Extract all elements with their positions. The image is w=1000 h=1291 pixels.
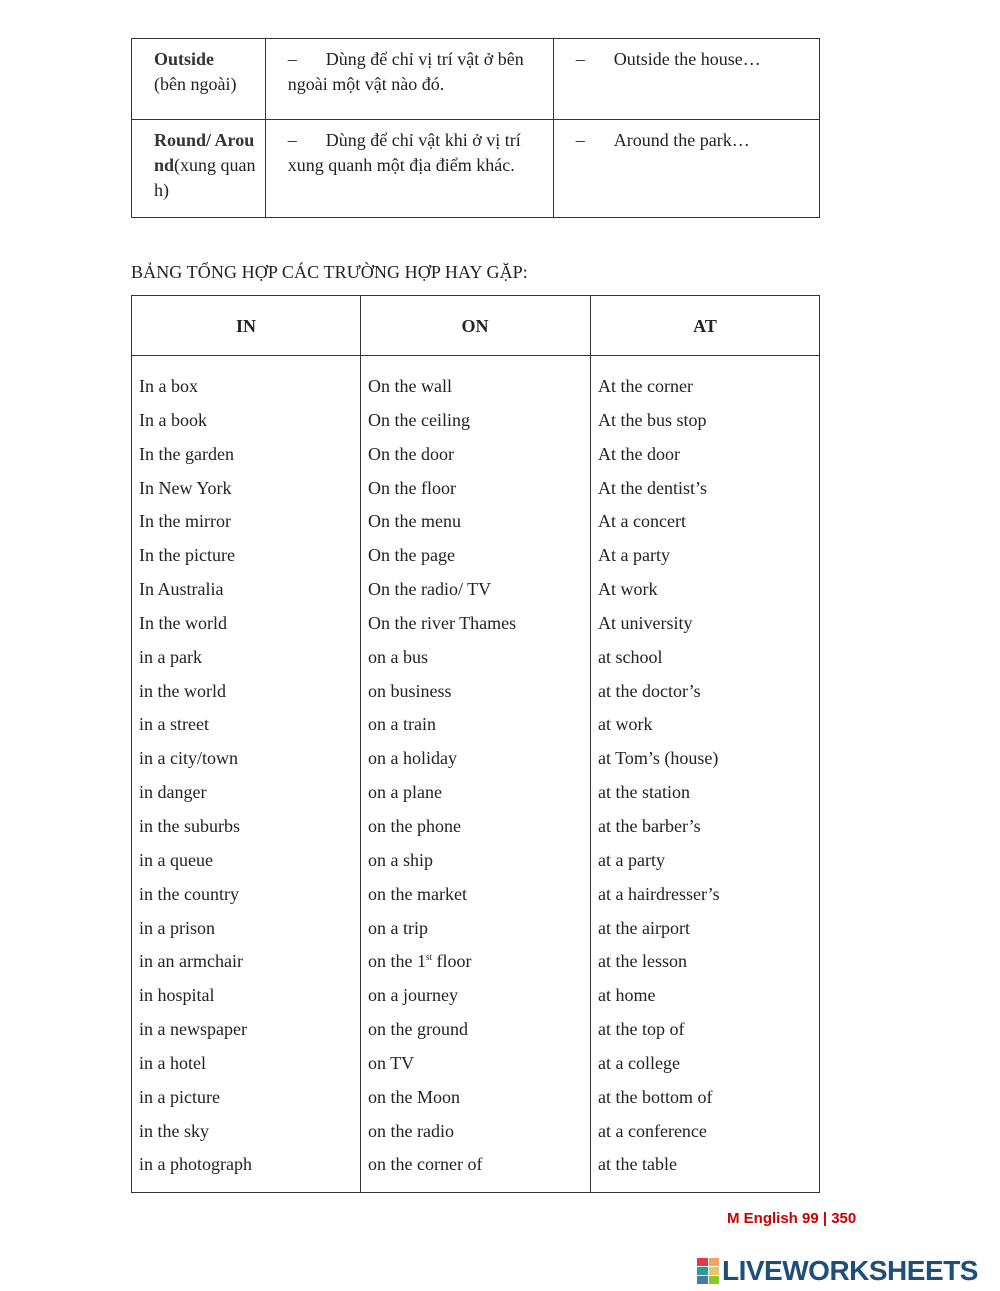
on-item: On the river Thames — [368, 612, 517, 633]
on-item: On the radio/ TV — [368, 579, 492, 600]
at-item: at the barber’s — [598, 815, 701, 836]
at-item: At the corner — [598, 376, 693, 396]
header-at: AT — [693, 316, 717, 336]
at-item: At a concert — [598, 511, 686, 532]
on-item: on the corner of — [368, 1154, 483, 1175]
on-item: on the radio — [368, 1120, 454, 1141]
at-item: at the lesson — [598, 951, 687, 972]
ordinal-suffix: st — [426, 952, 433, 963]
page-reference: M English 99 | 350 — [727, 1210, 857, 1227]
in-item: in a hotel — [139, 1052, 206, 1073]
at-item: at the table — [598, 1154, 677, 1175]
in-on-at-table — [131, 295, 820, 1193]
column-divider — [590, 296, 591, 1192]
header-divider — [132, 355, 819, 356]
example-cell — [553, 120, 819, 218]
on-column-list — [368, 372, 516, 1184]
in-item: In the world — [139, 612, 227, 633]
on-item: on a bus — [368, 646, 428, 667]
on-item: on the Moon — [368, 1086, 460, 1107]
table-row — [132, 120, 820, 218]
in-item: In the mirror — [139, 511, 231, 532]
on-item: on a plane — [368, 782, 442, 803]
in-item: in a photograph — [139, 1154, 252, 1175]
at-item: At the dentist’s — [598, 477, 707, 498]
example-cell — [553, 39, 819, 120]
on-item: on TV — [368, 1052, 415, 1073]
term-cell — [132, 120, 266, 218]
in-item: in a park — [139, 646, 202, 667]
in-item: in an armchair — [139, 951, 243, 972]
on-item: On the page — [368, 545, 455, 566]
at-item: At university — [598, 612, 693, 633]
at-item: at the station — [598, 782, 690, 803]
column-divider — [360, 296, 361, 1192]
on-item: On the floor — [368, 477, 456, 498]
logo-icon — [697, 1258, 719, 1284]
at-item: At a party — [598, 545, 670, 566]
in-item: in a newspaper — [139, 1019, 247, 1040]
in-item: in the world — [139, 680, 226, 701]
example-text: Outside the house… — [613, 49, 761, 69]
usage-text: Dùng để chỉ vị trí vật ở bên ngoài một vật nào đó. — [287, 49, 524, 94]
in-item: In a book — [139, 409, 207, 430]
brand-text: LIVEWORKSHEETS — [722, 1255, 978, 1286]
on-item: on business — [368, 680, 452, 701]
on-item: on a holiday — [368, 748, 457, 769]
term-label: Outside — [154, 49, 215, 69]
usage-cell — [265, 39, 553, 120]
usage-text: Dùng để chỉ vật khi ở vị trí xung quanh một địa điểm khác. — [287, 130, 521, 175]
in-item: In Australia — [139, 579, 224, 600]
usage-cell — [265, 120, 553, 218]
on-item: on the market — [368, 883, 467, 904]
on-item: On the wall — [368, 376, 452, 396]
term-label: Round/ Around — [154, 130, 255, 175]
in-item: in a picture — [139, 1086, 220, 1107]
in-item: In the garden — [139, 443, 234, 464]
term-cell — [132, 39, 266, 120]
at-item: At the door — [598, 443, 680, 464]
on-item: On the menu — [368, 511, 461, 532]
prepositions-detail-table — [131, 38, 820, 218]
in-item: in hospital — [139, 985, 215, 1006]
dash-bullet: – — [287, 130, 297, 150]
on-item: on a trip — [368, 917, 428, 938]
dash-bullet: – — [575, 49, 585, 69]
at-item: At the bus stop — [598, 409, 707, 430]
at-item: at work — [598, 714, 653, 735]
header-in: IN — [235, 316, 256, 336]
at-item: at home — [598, 985, 656, 1006]
example-text: Around the park… — [613, 130, 750, 150]
in-item: in a city/town — [139, 748, 238, 769]
at-item: at school — [598, 646, 663, 667]
dash-bullet: – — [575, 130, 585, 150]
at-item: at a party — [598, 849, 665, 870]
at-item: at a conference — [598, 1120, 707, 1141]
at-item: at the doctor’s — [598, 680, 701, 701]
on-item: on a train — [368, 714, 436, 735]
summary-heading: BẢNG TỔNG HỢP CÁC TRƯỜNG HỢP HAY GẶP: — [131, 262, 528, 282]
on-item: on the phone — [368, 815, 461, 836]
at-item: at Tom’s (house) — [598, 748, 719, 769]
in-item: In New York — [139, 477, 232, 498]
in-item: in a queue — [139, 849, 213, 870]
at-item: at a college — [598, 1052, 680, 1073]
in-item: in the country — [139, 883, 239, 904]
at-item: at the bottom of — [598, 1086, 713, 1107]
liveworksheets-logo[interactable] — [697, 1255, 978, 1287]
in-item: in the sky — [139, 1120, 209, 1141]
on-item: on a ship — [368, 849, 433, 870]
in-item: in danger — [139, 782, 207, 803]
table-row — [132, 39, 820, 120]
on-item: on a journey — [368, 985, 458, 1006]
at-item: at the top of — [598, 1019, 685, 1040]
at-item: at the airport — [598, 917, 690, 938]
at-item: At work — [598, 579, 658, 600]
term-note: (xung quanh) — [154, 155, 256, 200]
on-item: On the door — [368, 443, 454, 464]
in-column-list — [139, 372, 252, 1184]
in-item: in a prison — [139, 917, 215, 938]
in-item: In the picture — [139, 545, 235, 566]
in-item: In a box — [139, 376, 198, 396]
dash-bullet: – — [287, 49, 297, 69]
on-item: On the ceiling — [368, 409, 470, 430]
in-item: in a street — [139, 714, 209, 735]
at-column-list — [598, 372, 720, 1184]
at-item: at a hairdresser’s — [598, 883, 720, 904]
header-on: ON — [461, 316, 489, 336]
on-item: on the 1st floor — [368, 951, 472, 972]
term-note: (bên ngoài) — [154, 74, 237, 94]
in-item: in the suburbs — [139, 815, 240, 836]
on-item: on the ground — [368, 1019, 468, 1040]
